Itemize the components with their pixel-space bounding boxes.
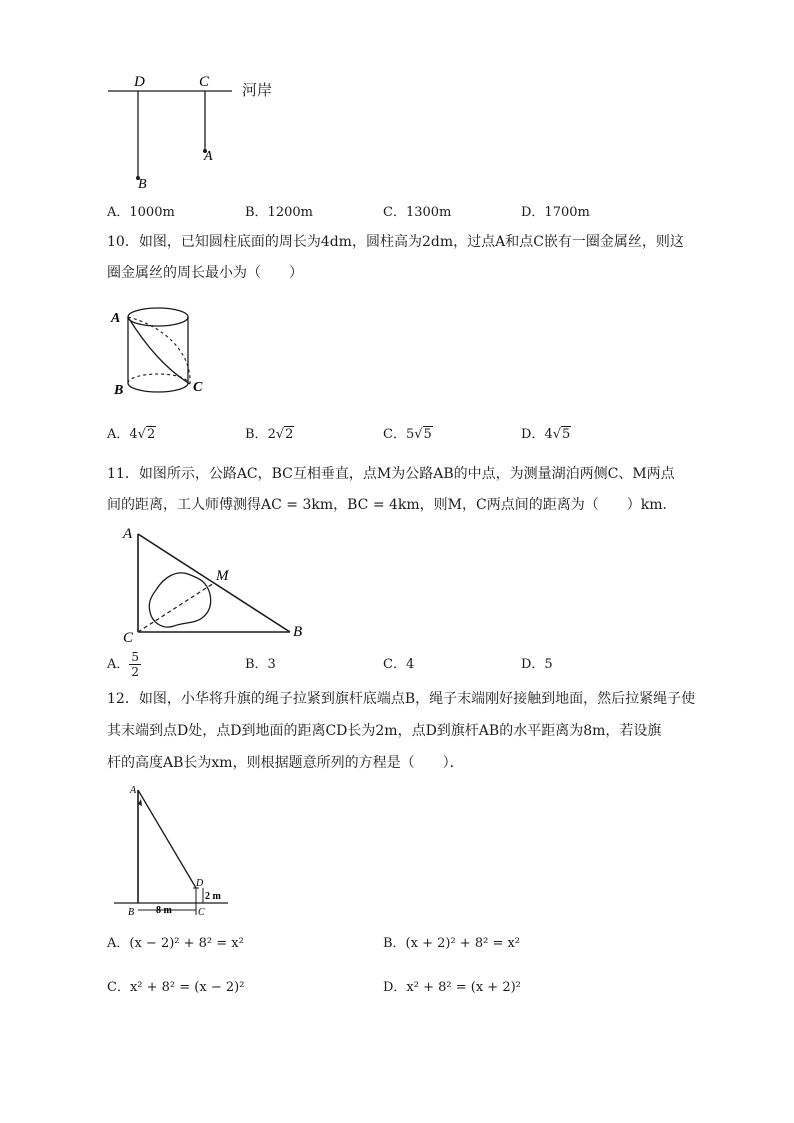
q12-stem-line1: 12．如图，小华将升旗的绳子拉紧到旗杆底端点B，绳子末端刚好接触到地面，然后拉紧绳子使	[107, 691, 696, 707]
q11-stem-line1: 11．如图所示，公路AC，BC互相垂直，点M为公路AB的中点，为测量湖泊两侧C、M两点	[107, 466, 675, 482]
q10-option-d: D．4√5	[521, 427, 571, 442]
q9-label-a: A	[204, 149, 213, 164]
q9-river-label: 河岸	[242, 81, 273, 99]
q12-label-c: C	[198, 907, 205, 918]
q12-dim-bc: 8 m	[156, 905, 172, 916]
q12-option-c: C．x² + 8² = (x − 2)²	[107, 980, 245, 995]
q9-label-b: B	[138, 177, 147, 192]
q10-option-a: A．4√2	[107, 427, 156, 442]
q10-label-c: C	[193, 380, 203, 395]
q12-option-b: B．(x + 2)² + 8² = x²	[383, 936, 521, 951]
q9-label-c: C	[199, 74, 210, 90]
q11-label-a: A	[123, 526, 133, 542]
q11-triangle-figure	[118, 522, 318, 647]
q10-label-a: A	[111, 311, 121, 326]
q11-label-b: B	[293, 624, 303, 640]
q10-option-c: C．5√5	[383, 427, 432, 442]
q11-option-c: C．4	[383, 657, 415, 672]
q9-option-b: B．1200m	[245, 205, 313, 220]
q9-option-d: D．1700m	[521, 205, 590, 220]
q11-label-c: C	[123, 630, 134, 646]
q11-stem-line2: 间的距离，工人师傅测得AC = 3km，BC = 4km，则M，C两点间的距离为（ ）km．	[107, 497, 677, 513]
q10-cylinder-figure	[104, 298, 216, 400]
q10-stem-line2: 圈金属丝的周长最小为（ ）	[107, 265, 303, 281]
q12-stem-line2: 其末端到点D处，点D到地面的距离CD长为2m，点D到旗杆AB的水平距离为8m，若设旗	[107, 723, 662, 739]
q10-label-b: B	[114, 383, 124, 398]
q12-label-d: D	[196, 878, 204, 889]
q9-option-c: C．1300m	[383, 205, 452, 220]
q11-option-d: D．5	[521, 657, 553, 672]
q10-option-b: B．2√2	[245, 427, 294, 442]
q12-stem-line3: 杆的高度AB长为xm，则根据题意所列的方程是（ ）．	[107, 755, 464, 771]
q12-dim-cd: 2 m	[205, 891, 221, 902]
q12-option-a: A．(x − 2)² + 8² = x²	[107, 936, 244, 951]
q11-option-b: B．3	[245, 657, 276, 672]
q9-label-d: D	[134, 74, 145, 90]
q12-label-a: A	[130, 785, 137, 796]
q11-label-m: M	[216, 568, 229, 584]
q12-option-d: D．x² + 8² = (x + 2)²	[383, 980, 521, 995]
q12-flagpole-figure	[110, 782, 240, 922]
q11-option-a: A． $\frac{5}{2}$	[107, 650, 140, 679]
q10-stem-line1: 10．如图，已知圆柱底面的周长为4dm，圆柱高为2dm，过点A和点C嵌有一圈金属丝，则这	[107, 234, 684, 250]
q12-label-b: B	[128, 907, 135, 918]
q9-option-a: A．1000m	[107, 205, 175, 220]
